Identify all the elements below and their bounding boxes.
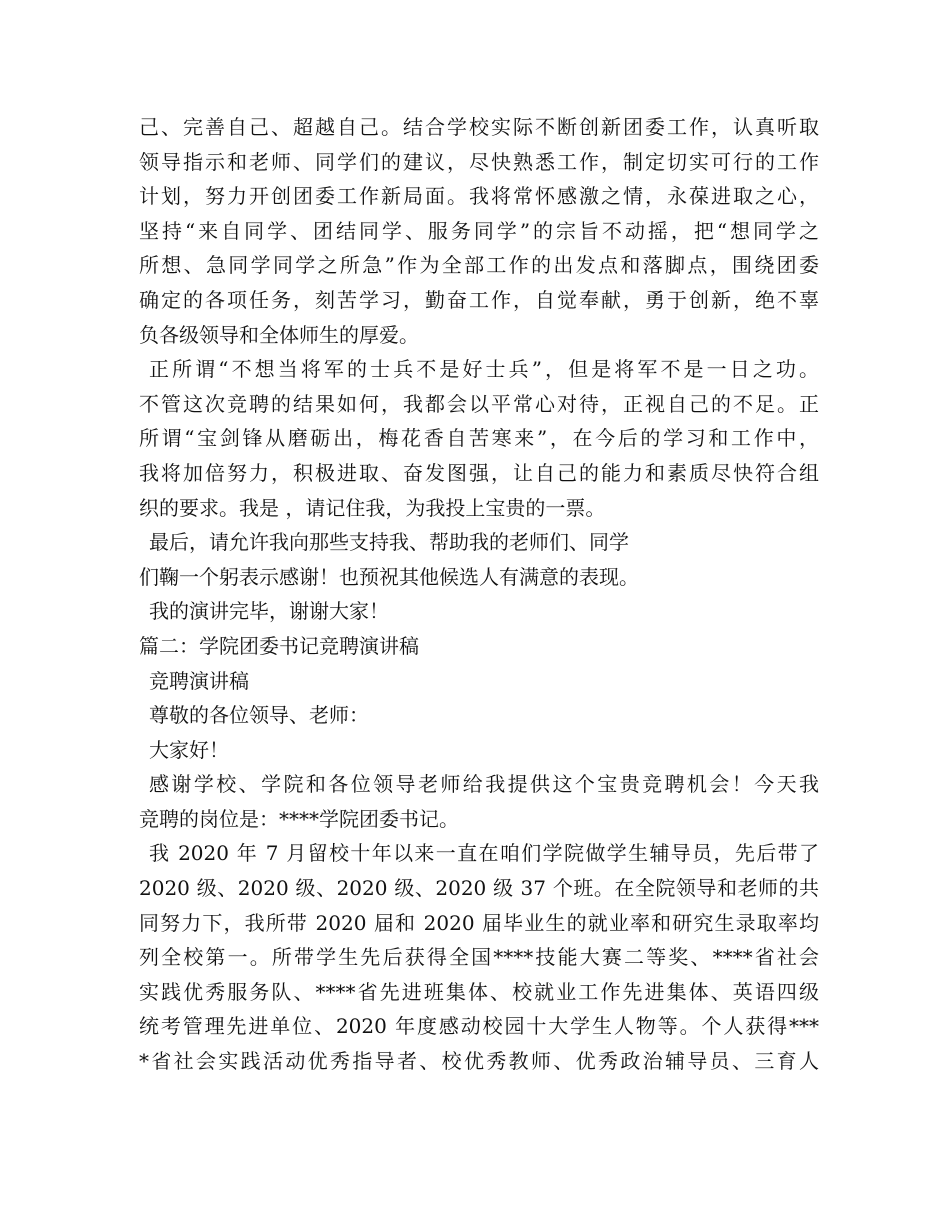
text-line: 己、完善自己、超越自己。结合学校实际不断创新团委工作，认真听取 [139,115,819,139]
text-line: 不管这次竞聘的结果如何，我都会以平常心对待，正视自己的不足。正 [139,391,819,416]
text-line: 尊敬的各位领导、老师： [149,703,369,728]
text-line: 织的要求。我是 ，请记住我，为我投上宝贵的一票。 [139,495,606,520]
text-line: 我 2020 年 7 月留校十年以来一直在咱们学院做学生辅导员，先后带了 [149,841,819,866]
text-line: 正所谓“不想当将军的士兵不是好士兵”，但是将军不是一日之功。 [149,357,819,382]
text-line: 我的演讲完毕，谢谢大家！ [149,599,389,624]
text-line: 2020 级、2020 级、2020 级、2020 级 37 个班。在全院领导和老师的共 [139,876,819,901]
text-line: 所谓“宝剑锋从磨砺出，梅花香自苦寒来”，在今后的学习和工作中， [139,426,819,451]
document-body [139,110,819,1079]
text-line: 负各级领导和全体师生的厚爱。 [139,322,419,347]
text-line: 同努力下，我所带 2020 届和 2020 届毕业生的就业率和研究生录取率均 [139,910,819,935]
text-line: 竞聘的岗位是：****学院团委书记。 [139,806,459,831]
text-line: 实践优秀服务队、****省先进班集体、校就业工作先进集体、英语四级 [139,979,819,1004]
text-line: *省社会实践活动优秀指导者、校优秀教师、优秀政治辅导员、三育人 [139,1049,819,1074]
text-line: 所想、急同学同学之所急”作为全部工作的出发点和落脚点，围绕团委 [139,253,819,278]
text-line: 统考管理先进单位、2020 年度感动校园十大学生人物等。个人获得*** [139,1014,819,1039]
text-line: 确定的各项任务，刻苦学习，勤奋工作，自觉奉献，勇于创新，绝不辜 [139,287,819,312]
text-line: 最后，请允许我向那些支持我、帮助我的老师们、同学 [149,530,629,555]
text-line: 列全校第一。所带学生先后获得全国****技能大赛二等奖、****省社会 [139,945,819,970]
text-line: 大家好！ [149,737,229,762]
text-line: 篇二：学院团委书记竞聘演讲稿 [139,633,419,658]
text-line: 竞聘演讲稿 [149,668,249,693]
text-line: 感谢学校、学院和各位领导老师给我提供这个宝贵竞聘机会！今天我 [149,772,819,797]
text-line: 我将加倍努力，积极进取、奋发图强，让自己的能力和素质尽快符合组 [139,460,819,485]
text-line: 坚持“来自同学、团结同学、服务同学”的宗旨不动摇，把“想同学之 [139,218,819,243]
text-line: 们鞠一个躬表示感谢！也预祝其他候选人有满意的表现。 [139,564,639,589]
text-line: 领导指示和老师、同学们的建议，尽快熟悉工作，制定切实可行的工作 [139,149,819,174]
text-line: 计划，努力开创团委工作新局面。我将常怀感激之情，永葆进取之心， [139,184,819,209]
